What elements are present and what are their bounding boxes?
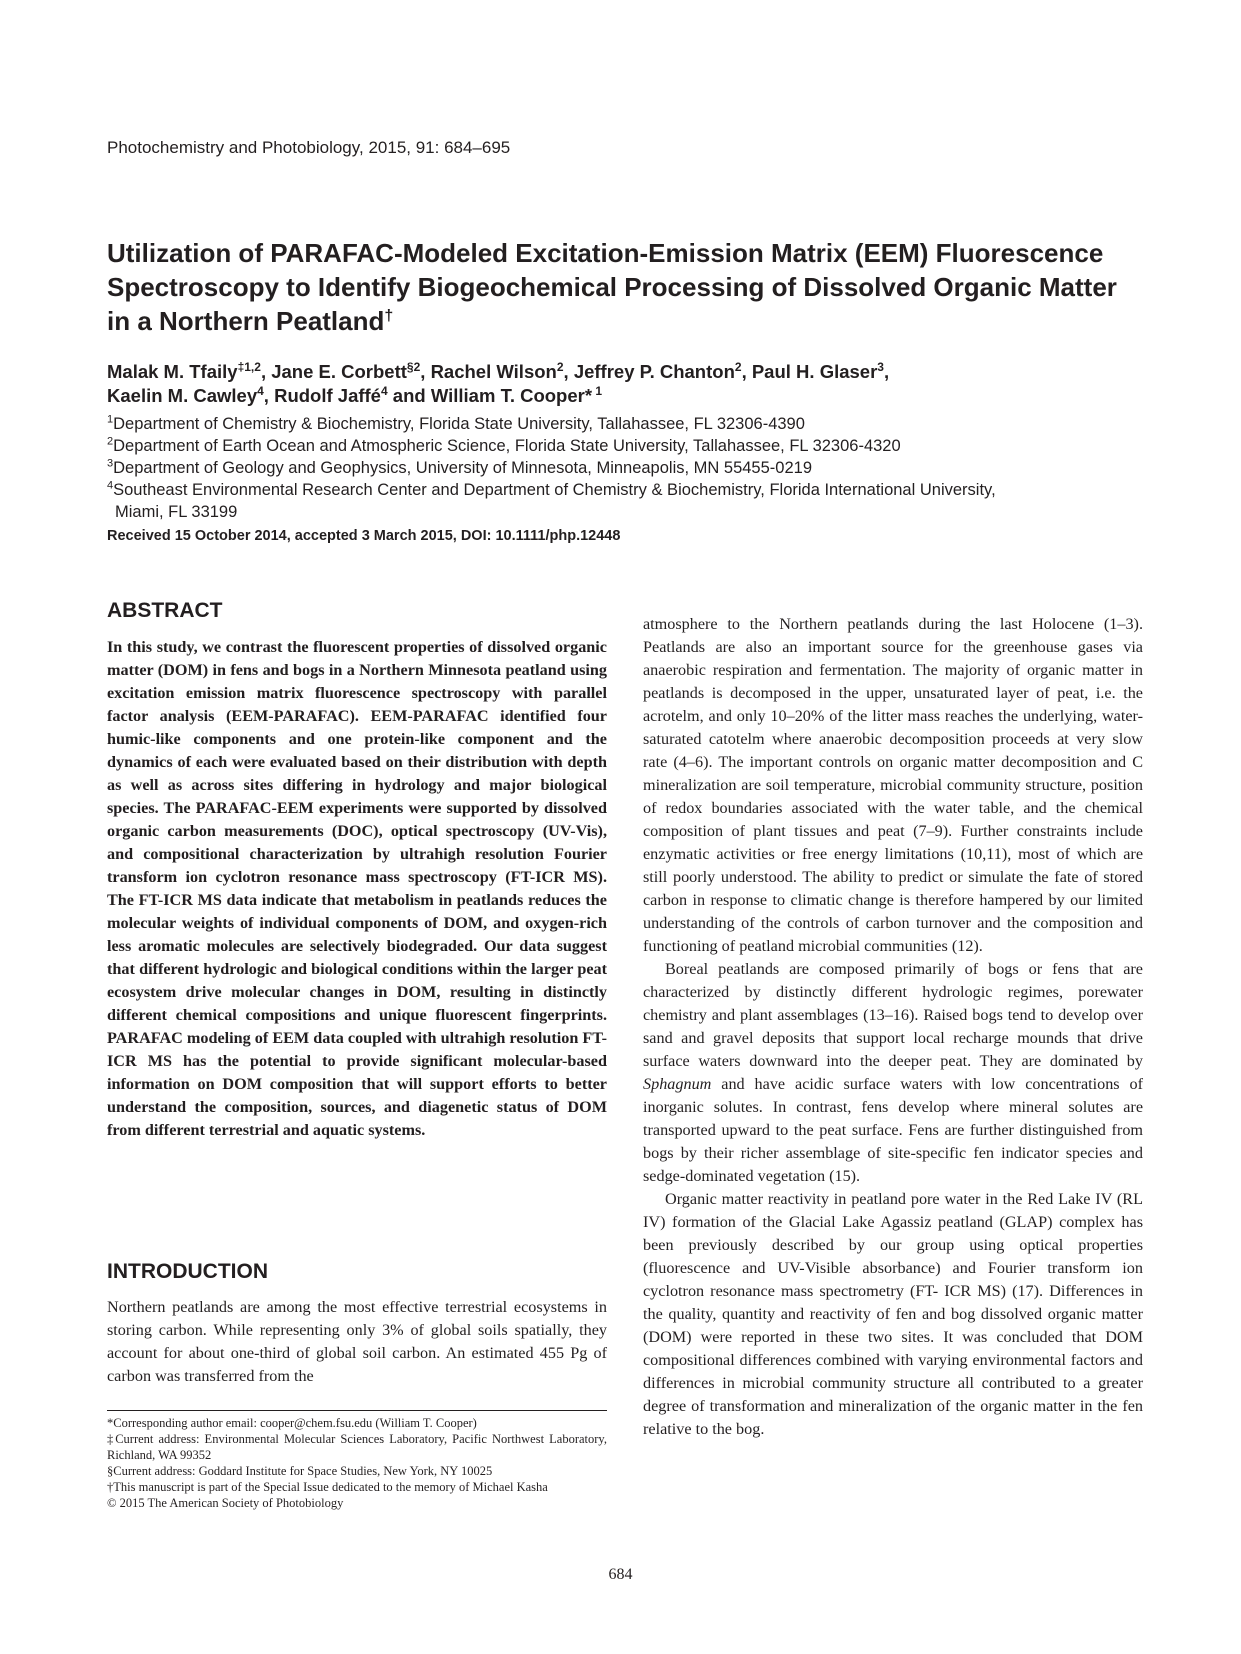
article-title-text: Utilization of PARAFAC-Modeled Excitation-Emission Matrix (EEM) Fluorescence Spectroscopy to Identify Biogeochemical Processing of Dissolved Organic Matter in a Northern Peatland [107, 238, 1117, 336]
affiliation-list [107, 413, 1167, 523]
abstract-text: In this study, we contrast the fluorescent properties of dissolved organic matter (DOM) in fens and bogs in a Northern Minnesota peatland using excitation emission matrix fluorescence spectroscopy with parallel factor analysis (EEM-PARAFAC). EEM-PARAFAC identified four humic-like components and one protein-like component and the dynamics of each were evaluated based on their distribution with depth as well as across sites differing in hydrology and major biological species. The PARAFAC-EEM experiments were supported by dissolved organic carbon measurements (DOC), optical spectroscopy (UV-Vis), and compositional characterization by ultrahigh resolution Fourier transform ion cyclotron resonance mass spectroscopy (FT-ICR MS). The FT-ICR MS data indicate that metabolism in peatlands reduces the molecular weights of individual components of DOM, and oxygen-rich less aromatic molecules are selectively biodegraded. Our data suggest that different hydrologic and biological conditions within the larger peat ecosystem drive molecular changes in DOM, resulting in distinctly different chemical compositions and unique fluorescent fingerprints. PARAFAC modeling of EEM data coupled with ultrahigh resolution FT-ICR MS has the potential to provide significant molecular-based information on DOM composition that will support efforts to better understand the composition, sources, and diagenetic status of DOM from different terrestrial and aquatic systems. [107, 638, 607, 1139]
body-paragraph [643, 958, 1143, 1188]
affiliation-number: 1 [107, 413, 114, 426]
author-separator: , [563, 361, 574, 382]
article-title [107, 236, 1137, 338]
author-affiliation-mark: 3 [877, 359, 884, 374]
body-text: Boreal peatlands are composed primarily of bogs or fens that are characterized by distinctly different hydrologic regimes, porewater chemistry and plant assemblages (13–16). Raised bogs tend to develop over sand and gravel deposits that support local recharge mounds that drive surface waters downward into the deeper peat. They are dominated by [643, 960, 1143, 1070]
author-separator: , [263, 385, 275, 406]
title-footnote-mark: † [384, 307, 394, 325]
author: Paul H. Glaser [751, 361, 878, 382]
author-affiliation-mark: 4 [257, 383, 264, 398]
right-column [643, 613, 1143, 1441]
affiliation-number: 4 [107, 479, 114, 492]
affiliation-text: Department of Chemistry & Biochemistry, Florida State University, Tallahassee, FL 32306-4390 [113, 415, 805, 433]
footnote: © 2015 The American Society of Photobiology [107, 1496, 344, 1510]
affiliation-text: Southeast Environmental Research Center and Department of Chemistry & Biochemistry, Florida International University, [113, 481, 996, 499]
author-list [107, 360, 1147, 408]
footnote: †This manuscript is part of the Special Issue dedicated to the memory of Michael Kasha [107, 1480, 548, 1494]
body-text: and have acidic surface waters with low concentrations of inorganic solutes. In contrast, fens develop where mineral solutes are transported upward to the peat surface. Fens are further distinguished from bogs by their richer assemblage of site-specific fen indicator species and sedge-dominated vegetation (15). [643, 1075, 1143, 1185]
abstract-heading: ABSTRACT [107, 599, 223, 622]
affiliation [107, 457, 1167, 479]
species-name: Sphagnum [643, 1075, 712, 1093]
author-separator: and [387, 385, 431, 406]
footnotes [107, 1410, 607, 1511]
author-separator: , [741, 361, 752, 382]
footnote: ‡Current address: Environmental Molecular Sciences Laboratory, Pacific Northwest Laboratory, Richland, WA 99352 [107, 1432, 607, 1462]
affiliation-text: Department of Earth Ocean and Atmospheric Science, Florida State University, Tallahassee, FL 32306-4320 [113, 437, 901, 455]
author: William T. Cooper* [430, 385, 593, 406]
affiliation [107, 413, 1167, 435]
author-affiliation-mark: 4 [380, 383, 388, 398]
author-affiliation-mark: 2 [734, 359, 742, 374]
author: Rachel Wilson [430, 361, 557, 382]
author-affiliation-mark: 2 [556, 359, 564, 374]
footnote: §Current address: Goddard Institute for Space Studies, New York, NY 10025 [107, 1464, 493, 1478]
author: Malak M. Tfaily [107, 361, 238, 382]
footnote: *Corresponding author email: cooper@chem.fsu.edu (William T. Cooper) [107, 1416, 477, 1430]
author-affiliation-mark: ‡1,2 [237, 359, 261, 374]
author-affiliation-mark: 1 [592, 383, 603, 398]
page-number: 684 [608, 1566, 633, 1583]
body-paragraph: atmosphere to the Northern peatlands during the last Holocene (1–3). Peatlands are also an important source for the greenhouse gases via anaerobic respiration and fermentation. The majority of organic matter in peatlands is decomposed in the upper, unsaturated layer of peat, i.e. the acrotelm, and only 10–20% of the litter mass reaches the underlying, water-saturated catotelm where anaerobic decomposition proceeds at very slow rate (4–6). The important controls on organic matter decomposition and C mineralization are soil temperature, microbial community structure, position of redox boundaries associated with the water table, and the chemical composition of plant tissues and peat (7–9). Further constraints include enzymatic activities or free energy limitations (10,11), most of which are still poorly understood. The ability to predict or simulate the fate of stored carbon in response to climatic change is therefore hampered by our limited understanding of the controls of carbon turnover and the composition and functioning of peatland microbial communities (12). [643, 615, 1143, 955]
body-paragraph: Organic matter reactivity in peatland pore water in the Red Lake IV (RL IV) formation of the Glacial Lake Agassiz peatland (GLAP) complex has been previously described by our group using optical properties (fluorescence and UV-Visible absorbance) and Fourier transform ion cyclotron resonance mass spectrometry (FT- ICR MS) (17). Differences in the quality, quantity and reactivity of fen and bog dissolved organic matter (DOM) were reported in these two sites. It was concluded that DOM compositional differences combined with varying environmental factors and differences in microbial community structure all contributed to a greater degree of transformation and mineralization of the organic matter in the fen relative to the bog. [643, 1190, 1143, 1438]
received-date-doi: Received 15 October 2014, accepted 3 March 2015, DOI: 10.1111/php.12448 [107, 528, 621, 544]
affiliation-number: 2 [107, 435, 114, 448]
affiliation-continuation: Miami, FL 33199 [115, 503, 238, 521]
author: Jeffrey P. Chanton [573, 361, 735, 382]
introduction-heading: INTRODUCTION [107, 1260, 268, 1283]
author: Rudolf Jaffé [274, 385, 381, 406]
affiliation [107, 479, 1167, 501]
author-affiliation-mark: §2 [406, 359, 421, 374]
author-separator: , [260, 361, 272, 382]
journal-citation: Photochemistry and Photobiology, 2015, 91: 684–695 [107, 138, 511, 157]
affiliation [107, 435, 1167, 457]
author: Kaelin M. Cawley [107, 385, 258, 406]
introduction-paragraph: Northern peatlands are among the most effective terrestrial ecosystems in storing carbon. While representing only 3% of global soils spatially, they account for about one-third of global soil carbon. An estimated 455 Pg of carbon was transferred from the [107, 1298, 607, 1385]
affiliation-number: 3 [107, 457, 114, 470]
affiliation-text: Department of Geology and Geophysics, University of Minnesota, Minneapolis, MN 55455-0219 [113, 459, 812, 477]
author-separator: , [420, 361, 431, 382]
author: Jane E. Corbett [271, 361, 407, 382]
author-separator: , [883, 361, 890, 382]
